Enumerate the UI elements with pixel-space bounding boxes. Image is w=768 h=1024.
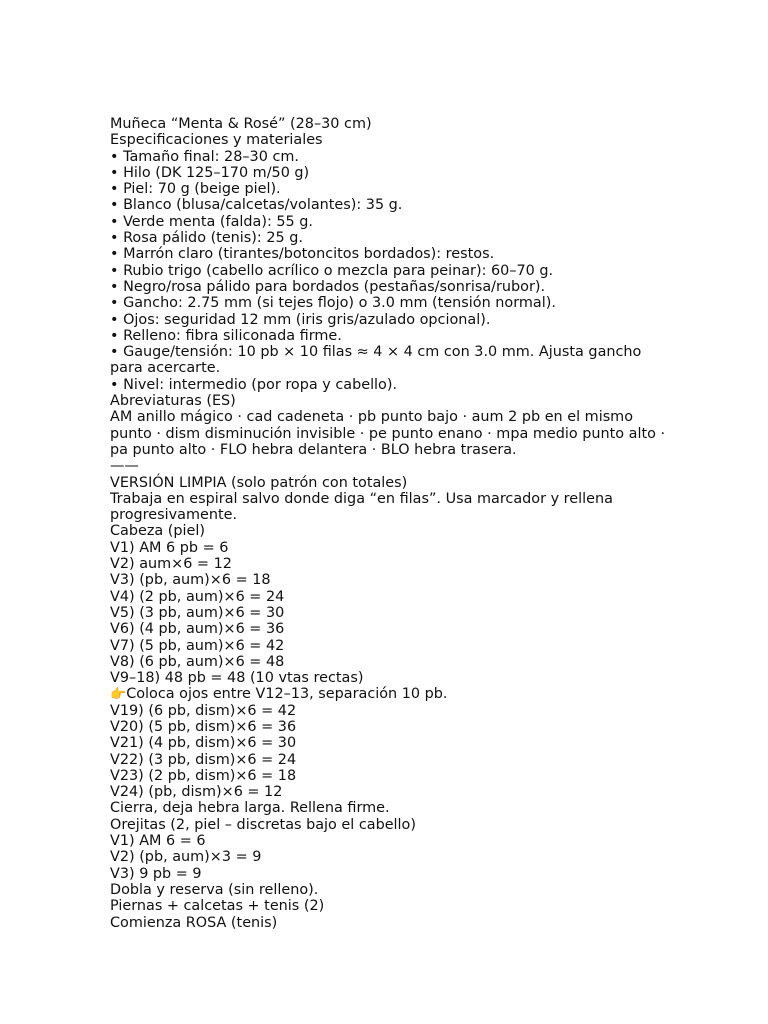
pattern-row: V20) (5 pb, dism)×6 = 36 [110, 718, 297, 735]
abbr-heading: Abreviaturas (ES) [110, 393, 236, 410]
head-close: Cierra, deja hebra larga. Rellena firme. [110, 800, 390, 817]
pattern-row: V19) (6 pb, dism)×6 = 42 [110, 702, 297, 719]
spec-item: • Hilo (DK 125–170 m/50 g) [110, 164, 310, 181]
pattern-row: V1) AM 6 = 6 [110, 833, 206, 850]
spec-item: • Relleno: fibra siliconada firme. [110, 327, 342, 344]
pattern-row: V22) (3 pb, dism)×6 = 24 [110, 751, 297, 768]
pattern-row: V8) (6 pb, aum)×6 = 48 [110, 653, 285, 670]
spec-item: • Blanco (blusa/calcetas/volantes): 35 g. [110, 197, 403, 214]
version-intro: Trabaja en espiral salvo donde diga “en filas”. Usa marcador y rellena progresivamente. [110, 490, 618, 524]
pattern-row: V3) 9 pb = 9 [110, 865, 202, 882]
legs-start: Comienza ROSA (tenis) [110, 914, 278, 931]
spec-item: • Marrón claro (tirantes/botoncitos bordados): restos. [110, 246, 495, 263]
version-heading: VERSIÓN LIMPIA (solo patrón con totales) [110, 474, 408, 491]
pattern-row: V4) (2 pb, aum)×6 = 24 [110, 588, 285, 605]
pattern-row: V2) (pb, aum)×3 = 9 [110, 849, 262, 866]
pattern-row: V1) AM 6 pb = 6 [110, 539, 229, 556]
eyes-note-line [110, 686, 670, 702]
pattern-row: V3) (pb, aum)×6 = 18 [110, 572, 271, 589]
pattern-row: V7) (5 pb, aum)×6 = 42 [110, 637, 285, 654]
abbr-text: AM anillo mágico · cad cadeneta · pb punto bajo · aum 2 pb en el mismo punto · dism disminución invisible · pe punto enano · mpa medio punto alto · pa punto alto · FLO hebra delantera · BLO hebra trasera. [110, 409, 670, 458]
document-page [110, 116, 670, 931]
pattern-row: V21) (4 pb, dism)×6 = 30 [110, 735, 297, 752]
ears-heading: Orejitas (2, piel – discretas bajo el cabello) [110, 816, 416, 833]
spec-item: • Negro/rosa pálido para bordados (pestañas/sonrisa/rubor). [110, 278, 546, 295]
doc-title: Muñeca “Menta & Rosé” (28–30 cm) [110, 116, 372, 132]
spec-item: • Verde menta (falda): 55 g. [110, 213, 313, 230]
spec-item: • Nivel: intermedio (por ropa y cabello). [110, 376, 398, 393]
spec-item: • Rubio trigo (cabello acrílico o mezcla para peinar): 60–70 g. [110, 262, 554, 279]
spec-item: • Piel: 70 g (beige piel). [110, 181, 281, 198]
spec-item: • Gauge/tensión: 10 pb × 10 filas ≈ 4 × 4 cm con 3.0 mm. Ajusta gancho para acercarte. [110, 344, 646, 377]
eyes-note: Coloca ojos entre V12–13, separación 10 pb. [126, 686, 448, 703]
spec-item: • Ojos: seguridad 12 mm (iris gris/azulado opcional). [110, 311, 491, 328]
legs-heading: Piernas + calcetas + tenis (2) [110, 898, 325, 915]
spec-item: • Rosa pálido (tenis): 25 g. [110, 230, 303, 247]
pattern-row: V2) aum×6 = 12 [110, 556, 232, 573]
divider: —— [110, 458, 139, 475]
pointing-hand-icon: 👉 [110, 687, 127, 703]
specs-heading: Especificaciones y materiales [110, 132, 323, 149]
spec-item: • Gancho: 2.75 mm (si tejes flojo) o 3.0 mm (tensión normal). [110, 295, 556, 312]
pattern-row: V24) (pb, dism)×6 = 12 [110, 784, 283, 801]
ears-close: Dobla y reserva (sin relleno). [110, 881, 319, 898]
pattern-row: V23) (2 pb, dism)×6 = 18 [110, 767, 297, 784]
head-heading: Cabeza (piel) [110, 523, 206, 540]
pattern-row: V9–18) 48 pb = 48 (10 vtas rectas) [110, 670, 364, 687]
spec-item: • Tamaño final: 28–30 cm. [110, 148, 299, 165]
pattern-row: V5) (3 pb, aum)×6 = 30 [110, 604, 285, 621]
pattern-row: V6) (4 pb, aum)×6 = 36 [110, 621, 285, 638]
